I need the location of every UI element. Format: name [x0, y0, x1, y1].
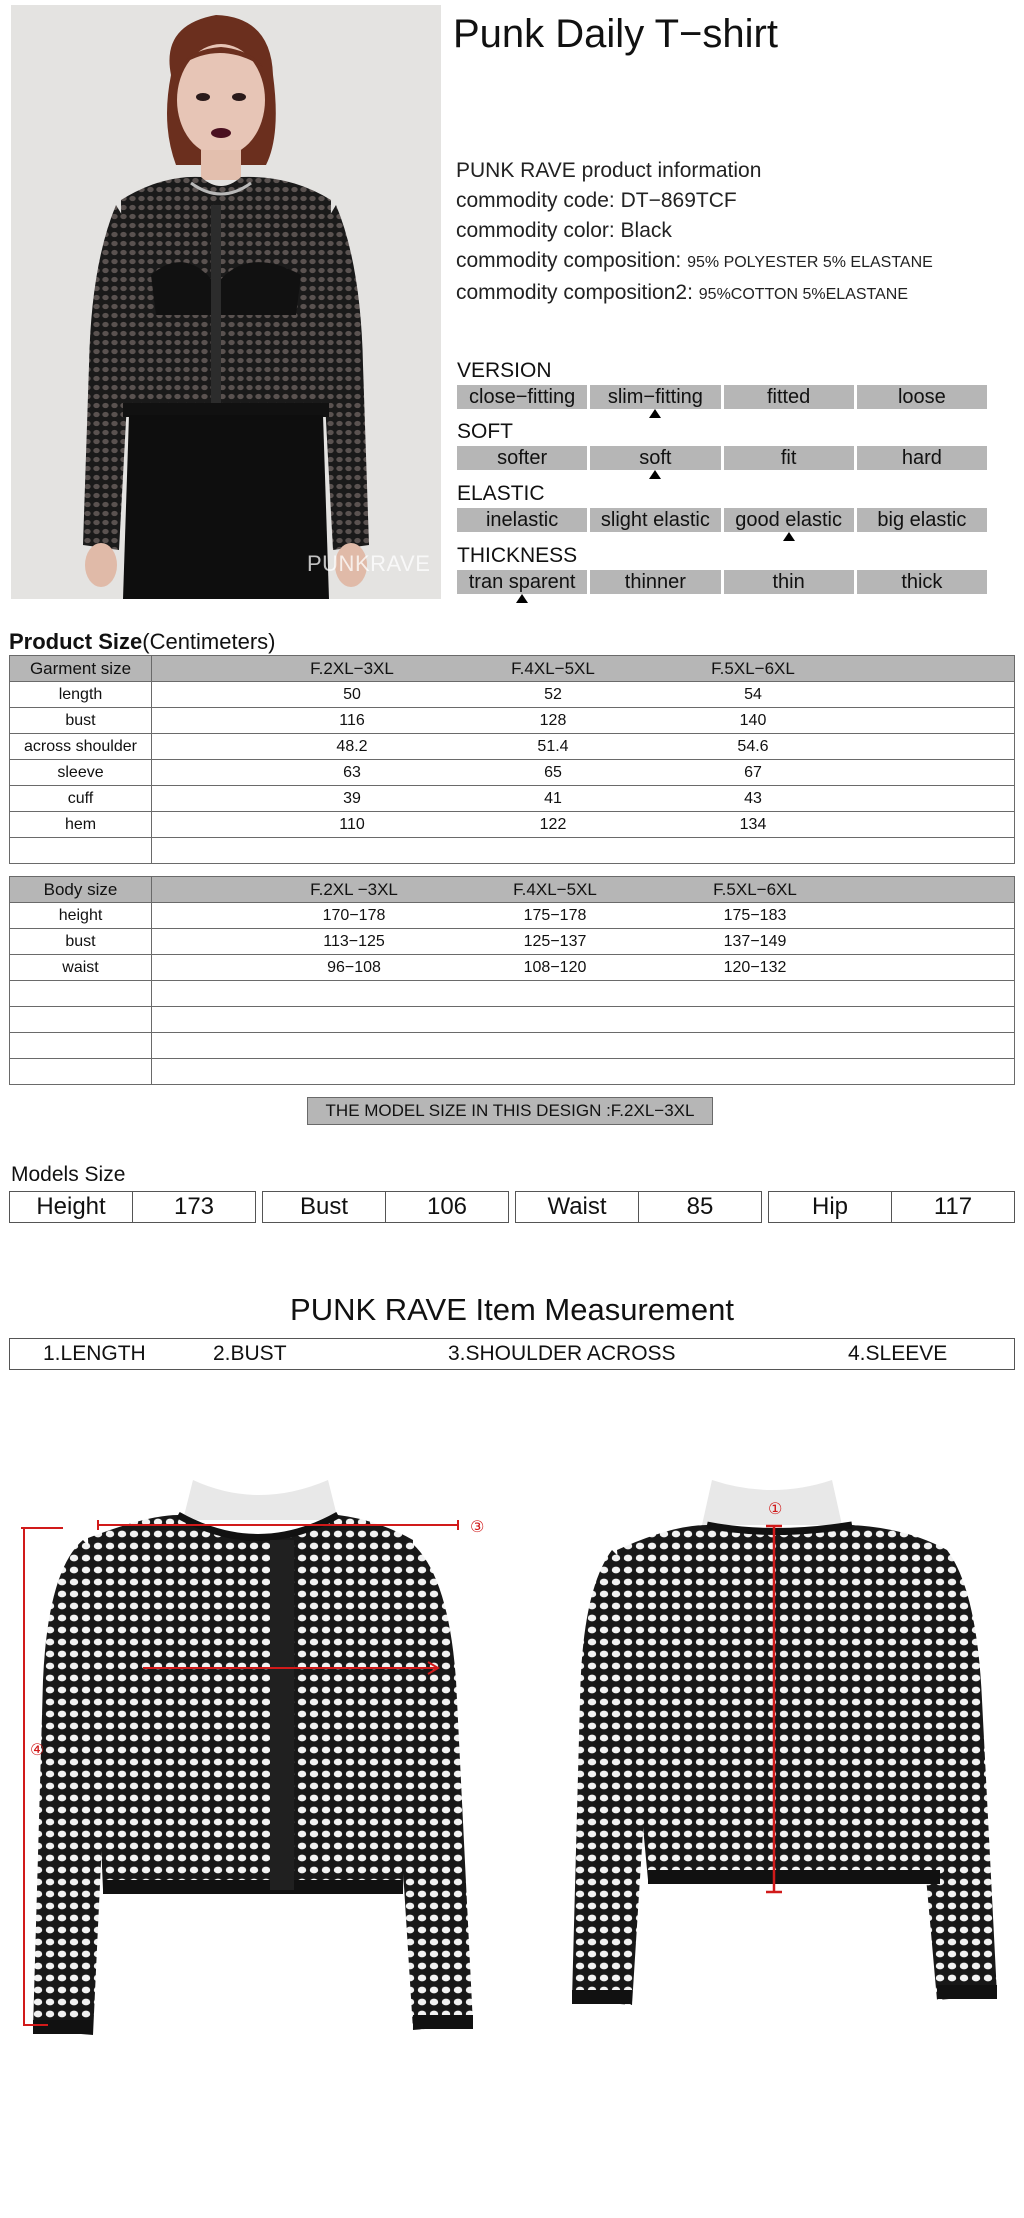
table-row [10, 760, 1015, 786]
scale-option: thin [724, 570, 854, 594]
cell-value: 125−137 [523, 932, 587, 950]
empty-row [10, 1033, 1015, 1059]
cell-value: 175−178 [523, 906, 587, 924]
cell-value: 50 [343, 685, 361, 703]
garment-size-header: Garment size [10, 656, 152, 682]
commodity-composition-row: commodity composition: 95% POLYESTER 5% ELASTANE [456, 249, 933, 272]
scale-option: inelastic [457, 508, 587, 532]
cell-value: 170−178 [322, 906, 386, 924]
size-column-header: F.4XL−5XL [513, 879, 597, 899]
table-row [10, 734, 1015, 760]
measurement-item: 4.SLEEVE [848, 1342, 948, 1365]
commodity-color-row: commodity color: Black [456, 219, 672, 242]
commodity-color: Black [620, 219, 672, 242]
product-info [456, 156, 933, 310]
scale-option: slight elastic [590, 508, 720, 532]
scale-option: loose [857, 385, 987, 409]
shoulder-marker: ③ [470, 1517, 485, 1536]
cell-value: 120−132 [723, 958, 787, 976]
measure-value: 117 [891, 1192, 1014, 1222]
info-heading: PUNK RAVE product information [456, 159, 762, 182]
table-header-row [10, 877, 1015, 903]
scale-option: close−fitting [457, 385, 587, 409]
cell-value: 116 [339, 711, 365, 729]
model-measure-box [9, 1191, 256, 1223]
scale-title: ELASTIC [457, 482, 545, 505]
measure-value: 173 [132, 1192, 255, 1222]
size-column-header: F.5XL−6XL [713, 879, 797, 899]
scale-title: SOFT [457, 420, 513, 443]
cell-value: 39 [343, 789, 361, 807]
cell-value: 140 [739, 711, 767, 729]
row-label: bust [10, 708, 152, 734]
cell-value: 108−120 [523, 958, 587, 976]
scale-option: softer [457, 446, 587, 470]
scale-options [457, 570, 987, 594]
models-size-heading: Models Size [11, 1163, 126, 1186]
body-size-table [9, 876, 1015, 1085]
table-header-row [10, 656, 1015, 682]
commodity-code-row: commodity code: DT−869TCF [456, 189, 737, 212]
size-column-header: F.2XL −3XL [310, 879, 398, 899]
cell-value: 67 [744, 763, 762, 781]
cell-value: 175−183 [723, 906, 787, 924]
scale-soft [457, 420, 987, 484]
empty-row [10, 981, 1015, 1007]
scale-thickness [457, 544, 987, 608]
measurement-legend [9, 1338, 1015, 1370]
model-photo [11, 5, 441, 599]
row-label: waist [10, 955, 152, 981]
cell-value: 96−108 [327, 958, 381, 976]
row-label: across shoulder [10, 734, 152, 760]
size-column-header: F.2XL−3XL [310, 658, 394, 678]
cell-value: 137−149 [723, 932, 787, 950]
scale-title: VERSION [457, 359, 552, 382]
selected-triangle-icon [649, 409, 661, 418]
measure-label: Height [36, 1193, 106, 1220]
scale-option: tran sparent [457, 570, 587, 594]
scale-option: fitted [724, 385, 854, 409]
scale-option: thinner [590, 570, 720, 594]
cell-value: 54 [744, 685, 762, 703]
model-measure-box [768, 1191, 1015, 1223]
commodity-composition: 95% POLYESTER 5% ELASTANE [687, 254, 933, 271]
row-label: cuff [10, 786, 152, 812]
cell-value: 110 [339, 815, 365, 833]
table-row [10, 786, 1015, 812]
row-label: height [10, 903, 152, 929]
row-label: hem [10, 812, 152, 838]
commodity-composition2: 95%COTTON 5%ELASTANE [698, 286, 909, 303]
cell-value: 52 [544, 685, 562, 703]
garment-size-table [9, 655, 1015, 864]
scale-option: slim−fitting [590, 385, 720, 409]
measure-label: Hip [811, 1193, 848, 1220]
row-label: sleeve [10, 760, 152, 786]
garment-back-illustration [562, 1480, 1002, 2040]
product-title: Punk Daily T−shirt [453, 12, 778, 56]
selected-triangle-icon [783, 532, 795, 541]
scale-elastic [457, 482, 987, 546]
table-row [10, 929, 1015, 955]
garment-front-illustration [8, 1480, 508, 2040]
row-label: length [10, 682, 152, 708]
table-row [10, 955, 1015, 981]
cell-value: 63 [343, 763, 361, 781]
measurement-item: 2.BUST [213, 1342, 287, 1365]
measure-label: Waist [547, 1193, 607, 1220]
scale-marker [457, 594, 987, 608]
product-size-heading: Product Size(Centimeters) [9, 629, 276, 654]
table-row [10, 812, 1015, 838]
empty-row [10, 1007, 1015, 1033]
scale-option: soft [590, 446, 720, 470]
size-column-header: F.4XL−5XL [511, 658, 595, 678]
scale-option: thick [857, 570, 987, 594]
table-row [10, 708, 1015, 734]
model-measure-box [515, 1191, 762, 1223]
length-marker: ① [768, 1499, 783, 1518]
scale-title: THICKNESS [457, 544, 578, 567]
measurement-item: 1.LENGTH [43, 1342, 146, 1365]
model-measure-box [262, 1191, 509, 1223]
cell-value: 54.6 [737, 737, 769, 755]
measurement-item: 3.SHOULDER ACROSS [448, 1342, 676, 1365]
table-row [10, 682, 1015, 708]
size-column-header: F.5XL−6XL [711, 658, 795, 678]
cell-value: 122 [539, 815, 567, 833]
scale-option: hard [857, 446, 987, 470]
measure-label: Bust [299, 1193, 349, 1220]
cell-value: 128 [539, 711, 567, 729]
measure-value: 106 [385, 1192, 508, 1222]
scale-option: fit [724, 446, 854, 470]
brand-watermark: PUNKRAVE [307, 551, 431, 576]
model-illustration [11, 5, 441, 599]
models-size-row [9, 1191, 1015, 1223]
empty-row [10, 1059, 1015, 1085]
scale-options [457, 385, 987, 409]
row-label: bust [10, 929, 152, 955]
scale-options [457, 446, 987, 470]
cell-value: 113−125 [323, 932, 385, 950]
scale-options [457, 508, 987, 532]
commodity-code: DT−869TCF [620, 189, 737, 212]
model-size-note: THE MODEL SIZE IN THIS DESIGN :F.2XL−3XL [307, 1097, 713, 1125]
selected-triangle-icon [649, 470, 661, 479]
scale-option: big elastic [857, 508, 987, 532]
cell-value: 43 [744, 789, 762, 807]
measure-value: 85 [638, 1192, 761, 1222]
cell-value: 41 [544, 789, 562, 807]
cell-value: 134 [739, 815, 767, 833]
scale-option: good elastic [724, 508, 854, 532]
body-size-header: Body size [10, 877, 152, 903]
cell-value: 51.4 [537, 737, 569, 755]
selected-triangle-icon [516, 594, 528, 603]
sleeve-marker: ④ [30, 1740, 45, 1759]
cell-value: 65 [544, 763, 562, 781]
cell-value: 48.2 [336, 737, 368, 755]
measurement-title: PUNK RAVE Item Measurement [290, 1292, 734, 1327]
empty-row [10, 838, 1015, 864]
commodity-composition2-row: commodity composition2: 95%COTTON 5%ELASTANE [456, 281, 909, 304]
table-row [10, 903, 1015, 929]
scale-version [457, 359, 987, 423]
